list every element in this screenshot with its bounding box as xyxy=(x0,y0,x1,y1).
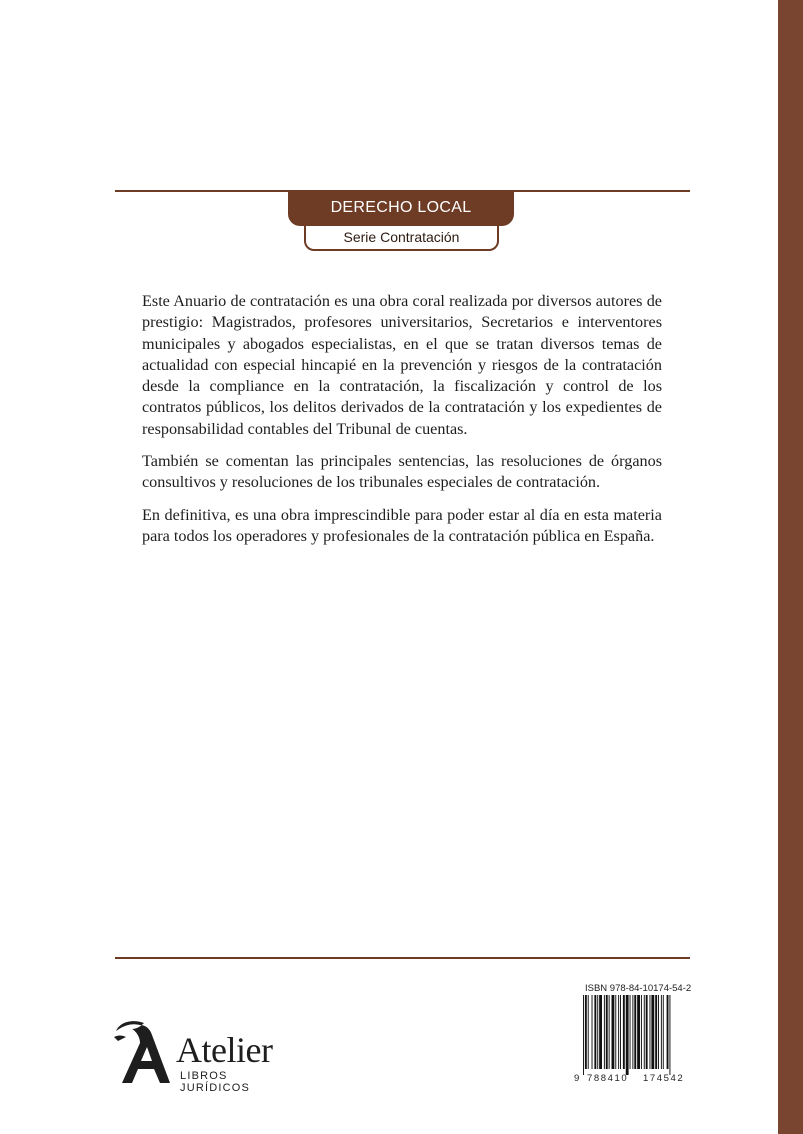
barcode-bar xyxy=(606,995,608,1069)
barcode-bar xyxy=(623,995,625,1069)
isbn-barcode xyxy=(573,995,701,1083)
series-title-tab: DERECHO LOCAL xyxy=(288,191,514,226)
barcode-digits-right: 174542 xyxy=(643,1073,685,1083)
barcode-bar xyxy=(597,995,598,1069)
barcode-bar xyxy=(626,995,629,1075)
barcode-bar xyxy=(630,995,631,1069)
blurb-paragraph-2: También se comentan las principales sentencias, las resoluciones de órganos consultivos y resoluciones de los tribunales especiales de contratación. xyxy=(142,452,662,492)
back-cover-blurb xyxy=(142,291,662,558)
publisher-logo xyxy=(110,1017,290,1094)
barcode-bar xyxy=(663,995,664,1069)
barcode-bar xyxy=(592,995,593,1069)
barcode-bar xyxy=(599,995,602,1069)
isbn-label: ISBN 978-84-10174-54-2 xyxy=(585,983,692,994)
barcode-bar xyxy=(655,995,657,1069)
blurb-paragraph-3: En definitiva, es una obra imprescindible para poder estar al día en esta materia para todos los operadores y profesionales de la contratación pública en España. xyxy=(142,505,662,545)
barcode-bar xyxy=(615,995,616,1069)
barcode-bar xyxy=(585,995,587,1069)
barcode-bar xyxy=(634,995,636,1069)
barcode-bar xyxy=(612,995,615,1069)
barcode-bar xyxy=(661,995,662,1069)
barcode-bar xyxy=(637,995,640,1069)
barcode-digits-left: 788410 xyxy=(587,1073,629,1083)
barcode-bar xyxy=(594,995,596,1069)
barcode-bar xyxy=(604,995,605,1069)
barcode-bar xyxy=(658,995,659,1069)
barcode-bar xyxy=(667,995,669,1069)
bottom-divider-rule xyxy=(115,957,690,959)
book-spine-edge xyxy=(778,0,803,1134)
barcode-bar xyxy=(641,995,642,1069)
barcode-bar xyxy=(588,995,589,1069)
barcode-bar xyxy=(620,995,621,1069)
publisher-name: Atelier xyxy=(176,1030,273,1070)
barcode-bar xyxy=(669,995,670,1075)
barcode-bar xyxy=(650,995,651,1069)
barcode-bar xyxy=(632,995,633,1069)
publisher-tagline: LIBROS JURÍDICOS xyxy=(180,1070,251,1094)
barcode-bar xyxy=(644,995,645,1069)
barcode-digit-lead: 9 xyxy=(574,1073,580,1083)
barcode-bar xyxy=(618,995,619,1069)
atelier-a-logo-icon xyxy=(110,1017,178,1087)
barcode-bar xyxy=(583,995,584,1075)
barcode-bar xyxy=(651,995,654,1069)
series-subtitle-tab: Serie Contratación xyxy=(304,226,499,251)
blurb-paragraph-1: Este Anuario de contratación es una obra coral realizada por diversos autores de prestigio: Magistrados, profesores universitarios, Secretarios e interventores municipales y abogados especialistas, en el que se tratan diversos temas de actualidad con especial hincapié en la prevención y riesgos de la contratación desde la compliance en la contratación, la fiscalización y control de los contratos públicos, los delitos derivados de la contratación y los expedientes de responsabilidad contables del Tribunal de cuentas. xyxy=(142,292,662,438)
barcode-bar xyxy=(646,995,648,1069)
barcode-bar xyxy=(609,995,610,1069)
